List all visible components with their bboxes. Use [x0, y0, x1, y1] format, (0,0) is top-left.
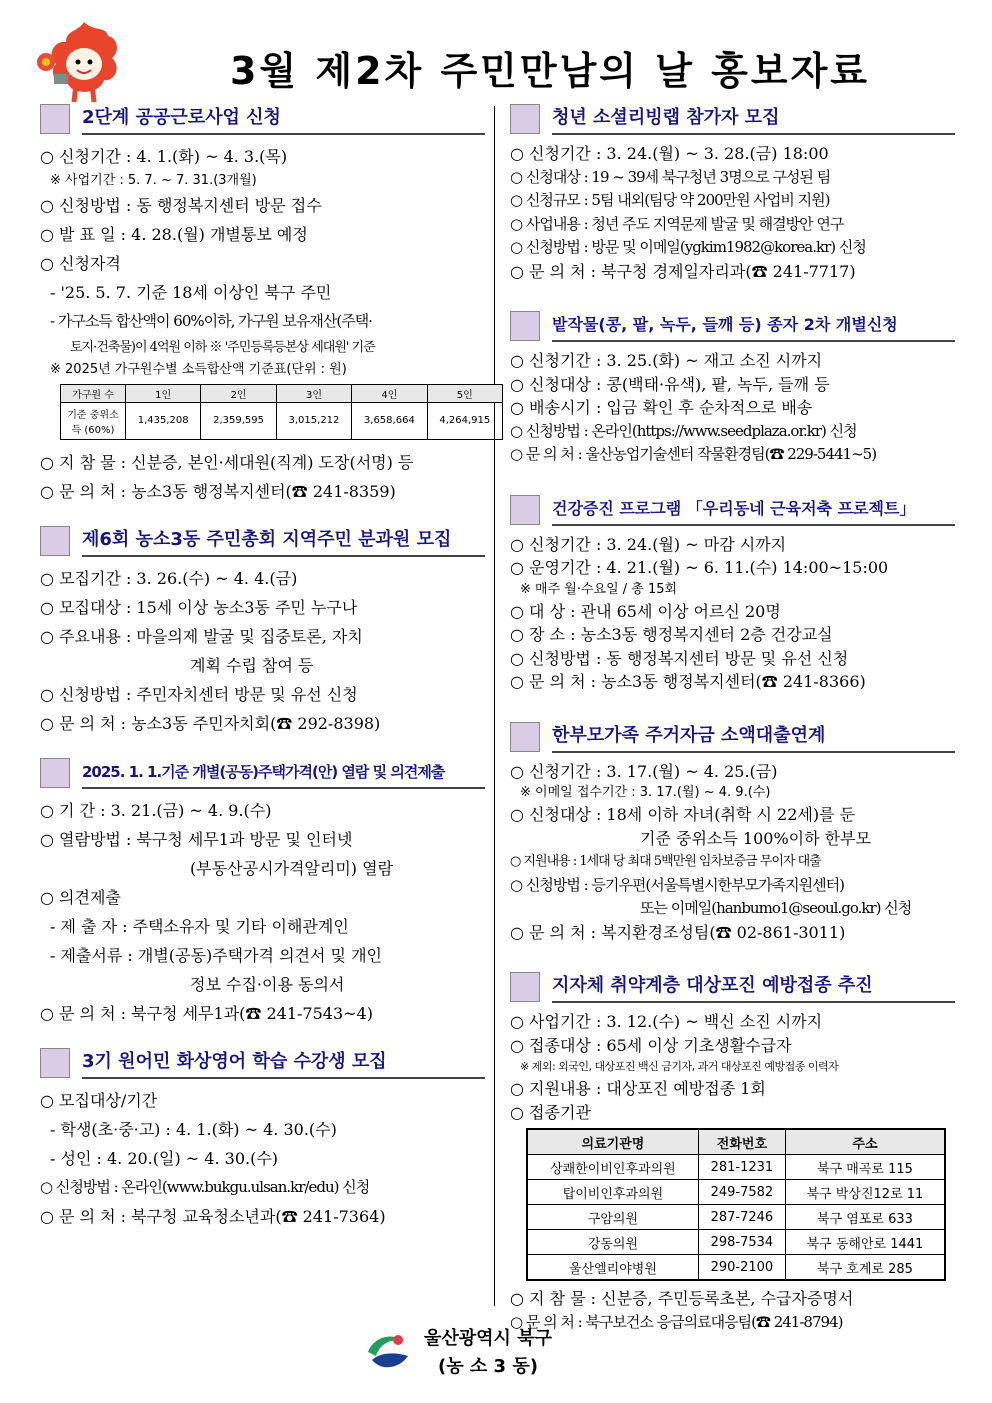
table-cell: 3,658,664 — [352, 402, 427, 439]
section-header — [510, 970, 955, 1004]
info-line: ○ 신청규모 : 5팀 내외(팀당 약 200만원 사업비 지원) — [510, 191, 830, 209]
info-line: ○ 모집대상/기간 — [40, 1090, 158, 1110]
info-line: ○ 문 의 처 : 북구청 세무1과(☎ 241-7543~4) — [40, 1003, 373, 1023]
note-line: ※ 2025년 가구원수별 소득합산액 기준표(단위 : 원) — [50, 361, 347, 377]
info-line: 또는 이메일(hanbumo1@seoul.go.kr) 신청 — [640, 899, 912, 917]
table-cell: 전화번호 — [698, 1129, 785, 1155]
info-line: - 가구소득 합산액이 60%이하, 가구원 보유재산(주택· — [50, 312, 372, 330]
table-cell: 298-7534 — [698, 1230, 785, 1255]
table-cell: 기준 중위소득 (60%) — [61, 402, 126, 439]
info-line: ○ 신청방법 : 등기우편(서울특별시한부모가족지원센터) — [510, 875, 844, 894]
info-line: ○ 문 의 처 : 북구청 경제일자리과(☎ 241-7717) — [510, 261, 856, 281]
info-line: ○ 신청기간 : 3. 24.(월) ~ 3. 28.(금) 18:00 — [510, 144, 829, 163]
table-header-row — [61, 384, 503, 402]
info-line: ○ 문 의 처 : 농소3동 주민자치회(☎ 292-8398) — [40, 713, 381, 733]
income-table — [60, 384, 503, 440]
info-line: ○ 신청방법 : 방문 및 이메일(ygkim1982@korea.kr) 신청 — [510, 238, 866, 256]
footer — [360, 1322, 660, 1382]
info-line: ○ 지원내용 : 1세대 당 최대 5백만원 임차보증금 무이자 대출 — [510, 854, 821, 869]
info-line: ○ 배송시기 : 입금 확인 후 순차적으로 배송 — [510, 398, 813, 417]
table-header-row — [527, 1129, 945, 1155]
info-line: ○ 접종대상 : 65세 이상 기초생활수급자 — [510, 1035, 792, 1055]
table-cell: 290-2100 — [698, 1255, 785, 1281]
info-line: 토지·건축물)이 4억원 이하 ※ '주민등록등본상 세대원' 기준 — [70, 340, 375, 355]
note-line: ※ 사업기간 : 5. 7. ~ 7. 31.(3개월) — [50, 173, 257, 188]
info-line: ○ 접종기관 — [510, 1102, 591, 1122]
section-single-parent-loan — [510, 720, 955, 945]
table-cell: 북구 염포로 633 — [785, 1205, 945, 1230]
info-line: ○ 문 의 처 : 농소3동 행정복지센터(☎ 241-8366) — [510, 672, 866, 691]
organization-name: 울산광역시 북구 — [424, 1328, 552, 1349]
table-row — [527, 1155, 945, 1180]
info-line: ○ 장 소 : 농소3동 행정복지센터 2층 건강교실 — [510, 625, 833, 644]
clinic-table — [526, 1128, 946, 1281]
info-line: ○ 문 의 처 : 복지환경조성팀(☎ 02-861-3011) — [510, 922, 846, 942]
info-line: ○ 발 표 일 : 4. 28.(월) 개별통보 예정 — [40, 225, 308, 244]
section-marker — [40, 758, 70, 788]
table-row — [527, 1205, 945, 1230]
info-line: ○ 신청방법 : 온라인(www.bukgu.ulsan.kr/edu) 신청 — [40, 1177, 370, 1196]
info-line: 계획 수립 참여 등 — [190, 655, 314, 675]
info-line: ○ 열람방법 : 북구청 세무1과 방문 및 인터넷 — [40, 829, 353, 849]
section-header — [510, 720, 955, 754]
section-marker — [510, 495, 540, 525]
info-line: - 학생(초·중·고) : 4. 1.(화) ~ 4. 30.(수) — [50, 1119, 337, 1139]
info-line: ○ 의견제출 — [40, 887, 121, 907]
info-line: ○ 기 간 : 3. 21.(금) ~ 4. 9.(수) — [40, 800, 272, 820]
info-line: (부동산공시가격알리미) 열람 — [190, 858, 394, 878]
table-cell: 구암의원 — [527, 1205, 698, 1230]
section-title: 2단계 공공근로사업 신청 — [82, 103, 485, 135]
table-cell: 탑이비인후과의원 — [527, 1180, 698, 1205]
note-line: ※ 이메일 접수기간 : 3. 17.(월) ~ 4. 9.(수) — [520, 785, 771, 800]
info-line: 기준 중위소득 100%이하 한부모 — [640, 828, 872, 848]
note-line: ※ 제외: 외국인, 대상포진 백신 금기자, 과거 대상포진 예방접종 이력자 — [520, 1060, 839, 1073]
section-english-class — [40, 1046, 485, 1231]
info-line: ○ 신청기간 : 3. 17.(월) ~ 4. 25.(금) — [510, 761, 778, 781]
section-health-program — [510, 493, 955, 694]
table-cell: 287-7246 — [698, 1205, 785, 1230]
info-line: ○ 모집기간 : 3. 26.(수) ~ 4. 4.(금) — [40, 568, 298, 588]
table-cell: 북구 동해안로 1441 — [785, 1230, 945, 1255]
section-title: 한부모가족 주거자금 소액대출연계 — [552, 721, 955, 753]
section-housing-price — [40, 756, 485, 1028]
section-public-work — [40, 102, 491, 506]
info-line: ○ 문 의 처 : 북구청 교육청소년과(☎ 241-7364) — [40, 1206, 386, 1226]
section-header — [510, 309, 955, 343]
info-line: ○ 문 의 처 : 울산농업기술센터 작물환경팀(☎ 229-5441~5) — [510, 445, 877, 463]
section-title: 건강증진 프로그램 「우리동네 근육저축 프로젝트」 — [552, 494, 955, 526]
table-cell: 3,015,212 — [276, 402, 351, 439]
section-title: 3기 원어민 화상영어 학습 수강생 모집 — [82, 1047, 485, 1079]
table-row — [527, 1180, 945, 1205]
table-cell: 4,264,915 — [427, 402, 502, 439]
section-title: 청년 소셜리빙랩 참가자 모집 — [552, 103, 955, 135]
info-line: - '25. 5. 7. 기준 18세 이상인 북구 주민 — [50, 283, 332, 302]
info-line: ○ 신청기간 : 4. 1.(화) ~ 4. 3.(목) — [40, 147, 288, 166]
section-seed-application — [510, 309, 955, 467]
table-cell: 북구 호계로 285 — [785, 1255, 945, 1281]
info-line: ○ 문 의 처 : 농소3동 행정복지센터(☎ 241-8359) — [40, 481, 396, 501]
section-marker — [510, 972, 540, 1002]
info-line: ○ 신청자격 — [40, 254, 121, 273]
section-header — [40, 102, 485, 136]
dong-name: (농 소 3 동) — [438, 1356, 538, 1377]
section-marker — [510, 104, 540, 134]
info-line: ○ 주요내용 : 마을의제 발굴 및 집중토론, 자치 — [40, 626, 363, 646]
section-header — [510, 493, 955, 527]
info-line: ○ 지 참 물 : 신분증, 본인·세대원(직계) 도장(서명) 등 — [40, 452, 414, 472]
info-line: ○ 운영기간 : 4. 21.(월) ~ 6. 11.(수) 14:00~15:00 — [510, 558, 889, 577]
info-line: - 성인 : 4. 20.(일) ~ 4. 30.(수) — [50, 1148, 279, 1168]
section-title: 지자체 취약계층 대상포진 예방접종 추진 — [552, 971, 955, 1003]
info-line: - 제 출 자 : 주택소유자 및 기타 이해관계인 — [50, 916, 349, 936]
info-line: ○ 신청방법 : 동 행정복지센터 방문 및 유선 신청 — [510, 648, 849, 668]
section-title: 밭작물(콩, 팥, 녹두, 들깨 등) 종자 2차 개별신청 — [552, 310, 955, 342]
info-line: ○ 신청대상 : 19 ~ 39세 북구청년 3명으로 구성된 팀 — [510, 167, 831, 186]
right-column — [510, 102, 955, 1334]
info-line: ○ 문 의 처 : 북구보건소 응급의료대응팀(☎ 241-8794) — [510, 1312, 843, 1331]
section-youth-livinglab — [510, 102, 955, 283]
table-cell: 강동의원 — [527, 1230, 698, 1255]
section-title: 2025. 1. 1.기준 개별(공동)주택가격(안) 열람 및 의견제출 — [82, 757, 485, 789]
table-row — [61, 402, 503, 439]
info-line: ○ 신청대상 : 콩(백태·유색), 팥, 녹두, 들깨 등 — [510, 374, 830, 394]
section-header — [40, 756, 485, 790]
table-row — [527, 1230, 945, 1255]
table-cell: 가구원 수 — [61, 384, 126, 402]
section-marker — [40, 1048, 70, 1078]
table-cell: 북구 매곡로 115 — [785, 1155, 945, 1180]
info-line: ○ 대 상 : 관내 65세 이상 어르신 20명 — [510, 601, 781, 621]
section-marker — [40, 526, 70, 556]
section-header — [40, 1046, 485, 1080]
info-line: ○ 신청방법 : 동 행정복지센터 방문 접수 — [40, 196, 322, 215]
note-line: ※ 매주 월·수요일 / 총 15회 — [520, 581, 678, 597]
page-title: 3월 제2차 주민만남의 날 홍보자료 — [229, 49, 870, 93]
section-header — [40, 524, 485, 558]
table-cell: 1인 — [126, 384, 201, 402]
section-marker — [40, 104, 70, 134]
table-row — [527, 1255, 945, 1281]
left-column — [40, 102, 491, 1231]
info-line: ○ 지원내용 : 대상포진 예방접종 1회 — [510, 1079, 766, 1098]
table-cell: 3인 — [276, 384, 351, 402]
info-line: ○ 사업내용 : 청년 주도 지역문제 발굴 및 해결방안 연구 — [510, 214, 844, 233]
table-cell: 상쾌한이비인후과의원 — [527, 1155, 698, 1180]
section-shingles-vaccination — [510, 970, 955, 1334]
table-cell: 1,435,208 — [126, 402, 201, 439]
table-cell: 2,359,595 — [201, 402, 276, 439]
bukgu-emblem-icon — [364, 1326, 412, 1374]
info-line: ○ 사업기간 : 3. 12.(수) ~ 백신 소진 시까지 — [510, 1012, 823, 1031]
info-line: ○ 지 참 물 : 신분증, 주민등록초본, 수급자증명서 — [510, 1289, 854, 1308]
info-line: - 제출서류 : 개별(공동)주택가격 의견서 및 개인 — [50, 945, 383, 965]
section-title: 제6회 농소3동 주민총회 지역주민 분과원 모집 — [82, 525, 485, 557]
table-cell: 4인 — [352, 384, 427, 402]
info-line: ○ 신청방법 : 온라인(https://www.seedplaza.or.kr) 신청 — [510, 421, 857, 440]
section-marker — [510, 722, 540, 752]
table-cell: 주소 — [785, 1129, 945, 1155]
mascot-logo — [34, 18, 134, 106]
info-line: ○ 신청기간 : 3. 24.(월) ~ 마감 시까지 — [510, 534, 787, 554]
table-cell: 의료기관명 — [527, 1129, 698, 1155]
table-cell: 249-7582 — [698, 1180, 785, 1205]
info-line: 정보 수집·이용 동의서 — [190, 974, 345, 994]
info-line: ○ 모집대상 : 15세 이상 농소3동 주민 누구나 — [40, 597, 358, 617]
column-divider — [494, 106, 495, 1306]
info-line: ○ 신청기간 : 3. 25.(화) ~ 재고 소진 시까지 — [510, 351, 823, 370]
info-line: ○ 신청대상 : 18세 이하 자녀(취학 시 22세)를 둔 — [510, 805, 856, 824]
table-cell: 2인 — [201, 384, 276, 402]
table-cell: 5인 — [427, 384, 502, 402]
table-cell: 북구 박상진12로 11 — [785, 1180, 945, 1205]
table-cell: 울산엘리야병원 — [527, 1255, 698, 1281]
section-resident-assembly — [40, 524, 485, 738]
section-header — [510, 102, 955, 136]
table-cell: 281-1231 — [698, 1155, 785, 1180]
info-line: ○ 신청방법 : 주민자치센터 방문 및 유선 신청 — [40, 684, 358, 704]
section-marker — [510, 311, 540, 341]
